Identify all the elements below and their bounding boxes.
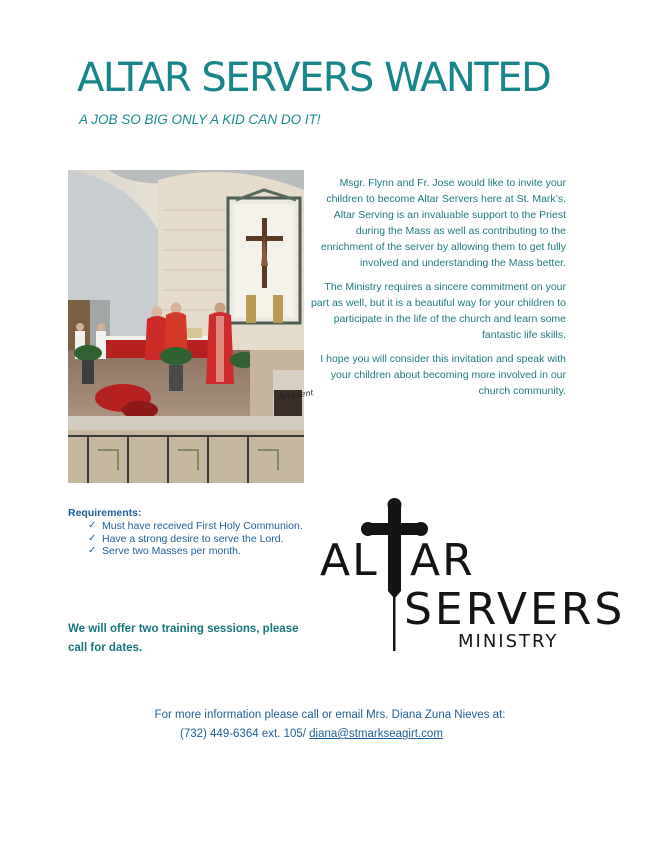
checkmark-icon: ✓ bbox=[88, 520, 97, 531]
contact-line: For more information please call or email Mrs. Diana Zuna Nieves at: bbox=[154, 709, 506, 721]
logo-line3: MINISTRY bbox=[458, 631, 559, 652]
logo-line2: SERVERS bbox=[404, 584, 626, 635]
intro-paragraph: The Ministry requires a sincere commitment on your part as well, but it is a beautiful way for your children to participate in the life of the church and learn some fantastic life skills. bbox=[310, 281, 566, 341]
altar-photo bbox=[68, 170, 315, 483]
requirements-heading: Requirements: bbox=[68, 507, 142, 519]
contact-info bbox=[60, 706, 600, 744]
list-item bbox=[88, 520, 303, 533]
page-title: ALTAR SERVERS WANTED bbox=[77, 55, 551, 101]
intro-paragraph: I hope you will consider this invitation and speak with your children about becoming more involved in our church community. bbox=[320, 353, 566, 397]
checkmark-icon: ✓ bbox=[88, 545, 97, 556]
training-note: We will offer two training sessions, please call for dates. bbox=[68, 623, 299, 654]
list-item bbox=[88, 533, 303, 546]
requirement-text: Serve two Masses per month. bbox=[102, 545, 241, 557]
logo-line1-right: AR bbox=[410, 535, 475, 586]
banner-text: Arrepent bbox=[277, 388, 315, 402]
altar-servers-ministry-logo bbox=[318, 497, 626, 657]
requirement-text: Must have received First Holy Communion. bbox=[102, 520, 303, 532]
requirement-text: Have a strong desire to serve the Lord. bbox=[102, 532, 284, 545]
list-item bbox=[88, 545, 303, 558]
email-link[interactable]: diana@stmarkseagirt.com bbox=[309, 728, 443, 740]
intro-text bbox=[310, 175, 566, 407]
contact-details bbox=[60, 725, 600, 744]
requirements-list bbox=[88, 520, 303, 558]
checkmark-icon: ✓ bbox=[88, 532, 97, 544]
phone-number: (732) 449-6364 ext. 105/ bbox=[180, 728, 306, 740]
intro-paragraph: Msgr. Flynn and Fr. Jose would like to invite your children to become Altar Servers here at St. Mark’s. Altar Serving is an invaluable support to the Priest during the Mass as well as contributing to the enrichment of the server by allowing them to get fully involved and understanding the Mass better. bbox=[320, 177, 566, 269]
logo-line1-left: AL bbox=[320, 535, 379, 586]
page-subtitle: A JOB SO BIG ONLY A KID CAN DO IT! bbox=[79, 112, 321, 127]
